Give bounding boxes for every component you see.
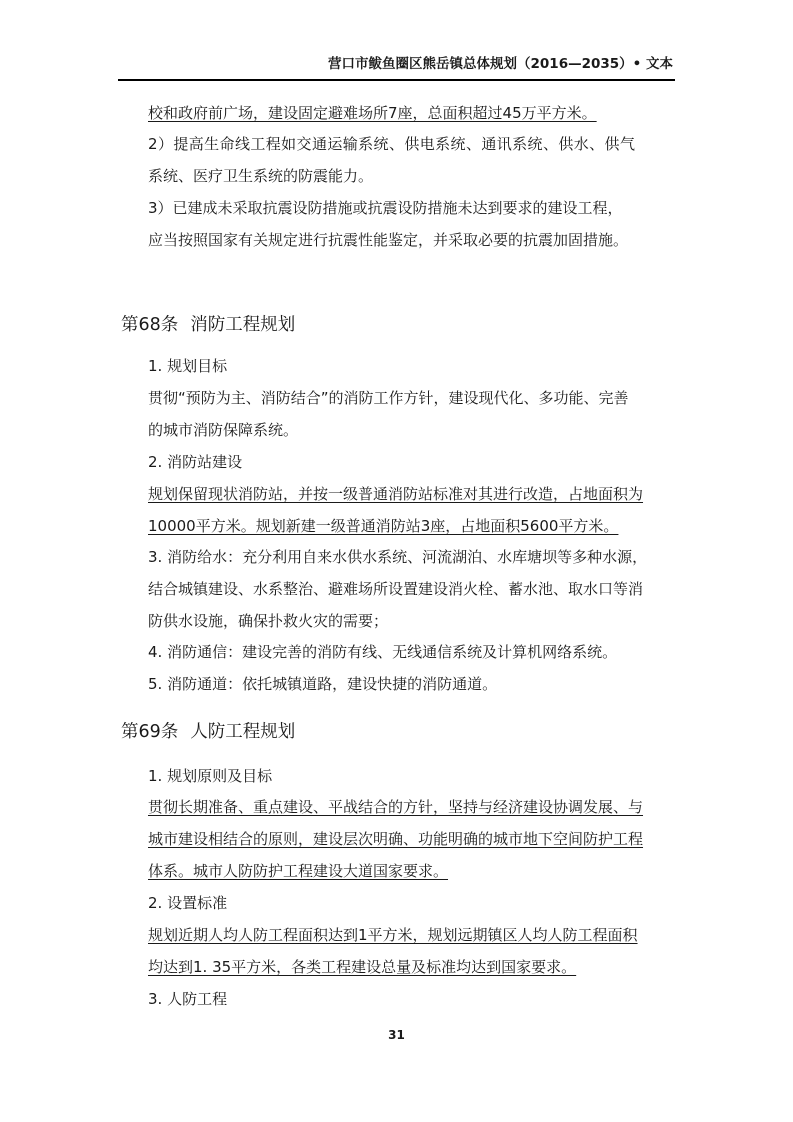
text-line: 2）提高生命线工程如交通运输系统、供电系统、通讯系统、供水、供气	[148, 135, 636, 153]
text-line: 规划近期人均人防工程面积达到1平方米，规划远期镇区人均人防工程面积	[148, 926, 638, 944]
text-line: 5. 消防通道：依托城镇道路，建设快捷的消防通道。	[148, 675, 498, 693]
text-line: 应当按照国家有关规定进行抗震性能鉴定，并采取必要的抗震加固措施。	[148, 231, 629, 249]
subheading: 1. 规划目标	[148, 357, 228, 375]
text-line: 体系。城市人防防护工程建设大道国家要求。	[148, 862, 449, 880]
section-heading	[121, 313, 295, 337]
section-title: 消防工程规划	[190, 315, 296, 335]
text-line: 城市建设相结合的原则，建设层次明确、功能明确的城市地下空间防护工程	[148, 830, 644, 848]
text-line: 10000平方米。规划新建一级普通消防站3座，占地面积5600平方米。	[148, 517, 619, 535]
section-number: 第69条	[121, 722, 179, 742]
section-title: 人防工程规划	[190, 722, 296, 742]
subheading: 1. 规划原则及目标	[148, 767, 273, 785]
text-line: 3. 消防给水：充分利用自来水供水系统、河流湖泊、水库塘坝等多种水源，	[148, 548, 648, 566]
text-line: 系统、医疗卫生系统的防震能力。	[148, 167, 374, 185]
subheading: 2. 设置标准	[148, 894, 228, 912]
section-heading	[121, 720, 295, 744]
text-line: 贯彻“预防为主、消防结合”的消防工作方针，建设现代化、多功能、完善	[148, 389, 629, 407]
subheading: 2. 消防站建设	[148, 453, 243, 471]
text-line: 4. 消防通信：建设完善的消防有线、无线通信系统及计算机网络系统。	[148, 643, 618, 661]
header-title: 营口市鲅鱼圈区熊岳镇总体规划（2016—2035）• 文本	[328, 56, 673, 72]
page-number: 31	[388, 1028, 405, 1042]
text-line: 的城市消防保障系统。	[148, 421, 299, 439]
text-line: 结合城镇建设、水系整治、避难场所设置建设消火栓、蓄水池、取水口等消	[148, 580, 644, 598]
text-line: 3）已建成未采取抗震设防措施或抗震设防措施未达到要求的建设工程，	[148, 199, 623, 217]
text-line: 贯彻长期准备、重点建设、平战结合的方针，坚持与经济建设协调发展、与	[148, 798, 644, 816]
section-number: 第68条	[121, 315, 179, 335]
subheading: 3. 人防工程	[148, 990, 228, 1008]
text-line: 规划保留现状消防站，并按一级普通消防站标准对其进行改造，占地面积为	[148, 485, 644, 503]
text-line: 防供水设施，确保扑救火灾的需要；	[148, 612, 389, 630]
header-rule	[118, 79, 675, 81]
text-line: 均达到1. 35平方米，各类工程建设总量及标准均达到国家要求。	[148, 958, 577, 976]
text-line: 校和政府前广场，建设固定避难场所7座，总面积超过45万平方米。	[148, 104, 597, 122]
